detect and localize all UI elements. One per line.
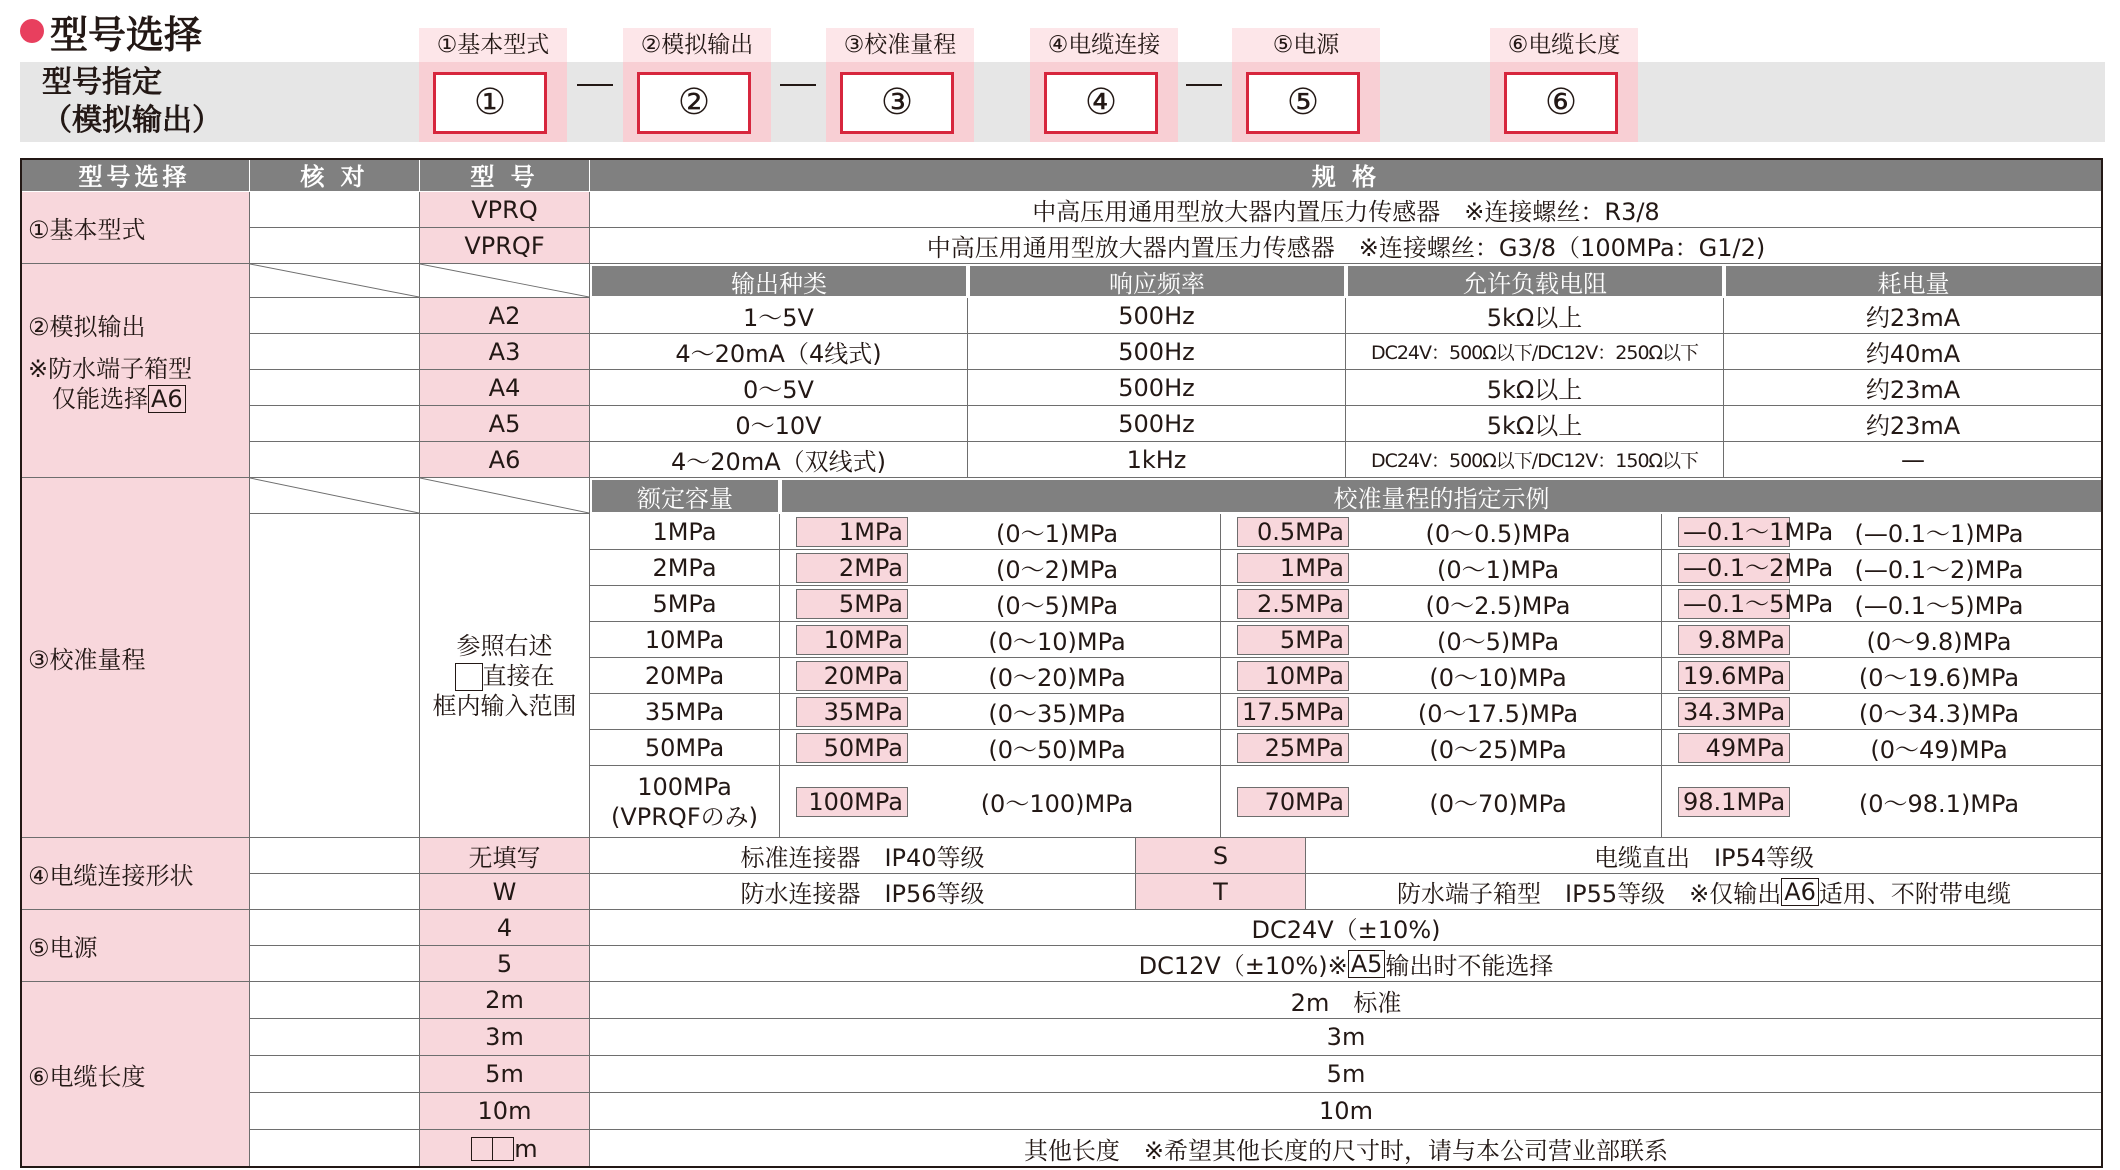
example-value: 10MPa	[1237, 661, 1349, 691]
example-value: 19.6MPa	[1678, 661, 1790, 691]
check-cell[interactable]	[250, 910, 420, 946]
response-frequency: 500Hz	[968, 334, 1346, 370]
separator-dash	[1186, 84, 1222, 86]
power-consumption: 约23mA	[1724, 370, 2103, 406]
check-cell[interactable]	[250, 514, 420, 838]
spec-cell: 中高压用通用型放大器内置压力传感器 ※连接螺丝：R3/8	[590, 192, 2103, 228]
example-range: (0～1)MPa	[1436, 556, 1560, 584]
subheader-examples: 校准量程的指定示例	[780, 478, 2103, 514]
rated-capacity: 2MPa	[590, 550, 780, 586]
subheader-frequency: 响应频率	[968, 264, 1346, 298]
model-code: 5	[420, 946, 590, 982]
blank-square-icon	[455, 663, 483, 691]
example-value: 70MPa	[1237, 787, 1349, 817]
example-range: (—0.1～1)MPa	[1854, 520, 2024, 548]
example-value: —0.1～1MPa	[1678, 517, 1790, 547]
load-resistance: DC24V：500Ω以下/DC12V：150Ω以下	[1346, 442, 1724, 478]
power-consumption: 约40mA	[1724, 334, 2103, 370]
check-cell[interactable]	[250, 1056, 420, 1093]
segment-box[interactable]: ②	[637, 72, 751, 134]
section-label-cable-connection: ④电缆连接形状	[20, 838, 250, 910]
example-value: 17.5MPa	[1237, 697, 1349, 727]
model-code: A4	[420, 370, 590, 406]
example-value: 1MPa	[1237, 553, 1349, 583]
example-value: 1MPa	[796, 517, 908, 547]
example-value: 34.3MPa	[1678, 697, 1790, 727]
calibration-example	[1662, 658, 2103, 694]
section-label-analog: ②模拟输出 ※防水端子箱型 仅能选择 A6	[20, 264, 250, 478]
calibration-example	[780, 730, 1221, 766]
model-selection-table	[20, 158, 2103, 1168]
example-range: (0～49)MPa	[1870, 736, 2008, 764]
calibration-example	[1662, 766, 2103, 838]
blank-square-icon	[493, 1137, 514, 1161]
response-frequency: 500Hz	[968, 406, 1346, 442]
separator-dash	[780, 84, 816, 86]
check-cell[interactable]	[250, 1019, 420, 1056]
calibration-example	[780, 622, 1221, 658]
spec-cell: 标准连接器 IP40等级	[590, 838, 1136, 874]
segment-box[interactable]: ①	[433, 72, 547, 134]
example-value: 10MPa	[796, 625, 908, 655]
calibration-example	[1221, 586, 1662, 622]
example-range: (0～2.5)MPa	[1425, 592, 1571, 620]
load-resistance: 5kΩ以上	[1346, 406, 1724, 442]
example-value: 2.5MPa	[1237, 589, 1349, 619]
model-code: 2m	[420, 982, 590, 1019]
diagonal-cell	[250, 264, 420, 298]
example-value: 5MPa	[796, 589, 908, 619]
calibration-example	[1221, 730, 1662, 766]
model-code: 4	[420, 910, 590, 946]
power-consumption: 约23mA	[1724, 406, 2103, 442]
check-cell[interactable]	[250, 874, 420, 910]
example-range: (0～34.3)MPa	[1858, 700, 2020, 728]
example-range: (0～10)MPa	[1429, 664, 1567, 692]
model-code: VPRQF	[420, 228, 590, 264]
subheader-load: 允许负载电阻	[1346, 264, 1724, 298]
check-cell[interactable]	[250, 228, 420, 264]
example-value: —0.1～2MPa	[1678, 553, 1790, 583]
model-code: 5m	[420, 1056, 590, 1093]
output-type: 0～10V	[590, 406, 968, 442]
example-range: (0～9.8)MPa	[1866, 628, 2012, 656]
spec-cell: 中高压用通用型放大器内置压力传感器 ※连接螺丝：G3/8（100MPa：G1/2)	[590, 228, 2103, 264]
check-cell[interactable]	[250, 406, 420, 442]
calibration-example	[1221, 658, 1662, 694]
spec-cell: DC24V（±10%)	[590, 910, 2103, 946]
code-box: A6	[148, 385, 186, 413]
model-code: A6	[420, 442, 590, 478]
example-value: 0.5MPa	[1237, 517, 1349, 547]
model-code: A3	[420, 334, 590, 370]
page-title: 型号选择	[20, 4, 202, 58]
example-value: 5MPa	[1237, 625, 1349, 655]
example-range: (0～35)MPa	[988, 700, 1126, 728]
model-code: A5	[420, 406, 590, 442]
example-range: (—0.1～2)MPa	[1854, 556, 2024, 584]
example-value: 50MPa	[796, 733, 908, 763]
segment-box[interactable]: ⑥	[1504, 72, 1618, 134]
example-value: 2MPa	[796, 553, 908, 583]
check-cell[interactable]	[250, 1130, 420, 1168]
calibration-example	[1662, 550, 2103, 586]
example-value: 25MPa	[1237, 733, 1349, 763]
calibration-example	[780, 586, 1221, 622]
separator-dash	[577, 84, 613, 86]
check-cell[interactable]	[250, 1093, 420, 1130]
section-label-cable-length: ⑥电缆长度	[20, 982, 250, 1168]
example-range: (0～50)MPa	[988, 736, 1126, 764]
example-value: 100MPa	[796, 787, 908, 817]
example-range: (—0.1～5)MPa	[1854, 592, 2024, 620]
calibration-example	[1221, 514, 1662, 550]
example-range: (0～98.1)MPa	[1858, 790, 2020, 818]
check-cell[interactable]	[250, 298, 420, 334]
load-resistance: DC24V：500Ω以下/DC12V：250Ω以下	[1346, 334, 1724, 370]
calibration-example	[1662, 730, 2103, 766]
check-cell[interactable]	[250, 838, 420, 874]
calibration-example	[1662, 622, 2103, 658]
diagonal-cell	[420, 478, 590, 514]
rated-capacity: 50MPa	[590, 730, 780, 766]
rated-capacity: 5MPa	[590, 586, 780, 622]
spec-cell: 防水连接器 IP56等级	[590, 874, 1136, 910]
example-value: 35MPa	[796, 697, 908, 727]
segment-power: ⑤电源 ⑤	[1232, 28, 1380, 142]
calibration-example	[780, 550, 1221, 586]
rated-capacity: 1MPa	[590, 514, 780, 550]
header-check: 核 对	[250, 158, 420, 192]
bullet-dot-icon	[20, 19, 44, 43]
check-cell[interactable]	[250, 192, 420, 228]
spec-cell: 电缆直出 IP54等级	[1306, 838, 2103, 874]
example-range: (0～2)MPa	[995, 556, 1119, 584]
calibration-example	[780, 694, 1221, 730]
subheader-power: 耗电量	[1724, 264, 2103, 298]
check-cell[interactable]	[250, 334, 420, 370]
calibration-example	[1221, 622, 1662, 658]
calibration-example	[780, 658, 1221, 694]
calibration-example	[1221, 694, 1662, 730]
rated-capacity: 10MPa	[590, 622, 780, 658]
spec-cell: 10m	[590, 1093, 2103, 1130]
load-resistance: 5kΩ以上	[1346, 370, 1724, 406]
example-range: (0～25)MPa	[1429, 736, 1567, 764]
example-range: (0～70)MPa	[1429, 790, 1567, 818]
example-value: 49MPa	[1678, 733, 1790, 763]
segment-cable-connection: ④电缆连接 ④	[1030, 28, 1178, 142]
section-label-basic: ①基本型式	[20, 192, 250, 264]
check-cell[interactable]	[250, 370, 420, 406]
response-frequency: 500Hz	[968, 298, 1346, 334]
output-type: 1～5V	[590, 298, 968, 334]
spec-cell: 防水端子箱型 IP55等级 ※仅输出 A6 适用、不附带电缆	[1306, 874, 2103, 910]
header-model: 型 号	[420, 158, 590, 192]
model-code: W	[420, 874, 590, 910]
calibration-example	[1662, 586, 2103, 622]
example-value: —0.1～5MPa	[1678, 589, 1790, 619]
spec-cell: 2m 标准	[590, 982, 2103, 1019]
segment-box[interactable]: ③	[840, 72, 954, 134]
example-value: 98.1MPa	[1678, 787, 1790, 817]
output-type: 4～20mA（双线式)	[590, 442, 968, 478]
blank-square-icon	[471, 1137, 493, 1161]
segment-box[interactable]: ⑤	[1246, 72, 1360, 134]
segment-basic: ①基本型式 ①	[419, 28, 567, 142]
spec-cell: 3m	[590, 1019, 2103, 1056]
model-code: VPRQ	[420, 192, 590, 228]
check-cell[interactable]	[250, 946, 420, 982]
example-range: (0～19.6)MPa	[1858, 664, 2020, 692]
output-type: 0～5V	[590, 370, 968, 406]
model-code: T	[1136, 874, 1306, 910]
model-code: 无填写	[420, 838, 590, 874]
calibration-example	[1662, 694, 2103, 730]
subheader-output: 输出种类	[590, 264, 968, 298]
response-frequency: 500Hz	[968, 370, 1346, 406]
model-code: 3m	[420, 1019, 590, 1056]
model-code: m	[420, 1130, 590, 1168]
rated-capacity: 100MPa (VPRQFのみ)	[590, 766, 780, 838]
load-resistance: 5kΩ以上	[1346, 298, 1724, 334]
segment-analog: ②模拟输出 ②	[623, 28, 771, 142]
check-cell[interactable]	[250, 442, 420, 478]
example-range: (0～10)MPa	[988, 628, 1126, 656]
diagonal-cell	[250, 478, 420, 514]
calibration-example	[780, 766, 1221, 838]
header-spec: 规 格	[590, 158, 2103, 192]
spec-cell: 5m	[590, 1056, 2103, 1093]
section-label-calibration: ③校准量程	[20, 478, 250, 838]
calibration-reference: 参照右述 直接在 框内输入范围	[420, 514, 590, 838]
segment-calibration: ③校准量程 ③	[826, 28, 974, 142]
rated-capacity: 35MPa	[590, 694, 780, 730]
example-range: (0～5)MPa	[995, 592, 1119, 620]
example-range: (0～0.5)MPa	[1425, 520, 1571, 548]
example-value: 20MPa	[796, 661, 908, 691]
calibration-example	[780, 514, 1221, 550]
calibration-example	[1662, 514, 2103, 550]
output-type: 4～20mA（4线式)	[590, 334, 968, 370]
calibration-example	[1221, 550, 1662, 586]
example-range: (0～17.5)MPa	[1417, 700, 1579, 728]
segment-cable-length: ⑥电缆长度 ⑥	[1490, 28, 1638, 142]
response-frequency: 1kHz	[968, 442, 1346, 478]
example-range: (0～1)MPa	[995, 520, 1119, 548]
code-box: A6	[1781, 878, 1819, 906]
diagonal-cell	[420, 264, 590, 298]
code-box: A5	[1348, 950, 1386, 978]
check-cell[interactable]	[250, 982, 420, 1019]
model-code: S	[1136, 838, 1306, 874]
model-code: 10m	[420, 1093, 590, 1130]
rated-capacity: 20MPa	[590, 658, 780, 694]
section-label-power: ⑤电源	[20, 910, 250, 982]
example-range: (0～100)MPa	[980, 790, 1134, 818]
subheader-rated: 额定容量	[590, 478, 780, 514]
example-range: (0～5)MPa	[1436, 628, 1560, 656]
power-consumption: —	[1724, 442, 2103, 478]
model-code: A2	[420, 298, 590, 334]
calibration-example	[1221, 766, 1662, 838]
header-select: 型号选择	[20, 158, 250, 192]
example-value: 9.8MPa	[1678, 625, 1790, 655]
segment-box[interactable]: ④	[1044, 72, 1158, 134]
spec-cell: 其他长度 ※希望其他长度的尺寸时，请与本公司营业部联系	[590, 1130, 2103, 1168]
band-label: 型号指定 （模拟输出）	[42, 65, 222, 138]
power-consumption: 约23mA	[1724, 298, 2103, 334]
spec-cell: DC12V（±10%)※ A5 输出时不能选择	[590, 946, 2103, 982]
example-range: (0～20)MPa	[988, 664, 1126, 692]
